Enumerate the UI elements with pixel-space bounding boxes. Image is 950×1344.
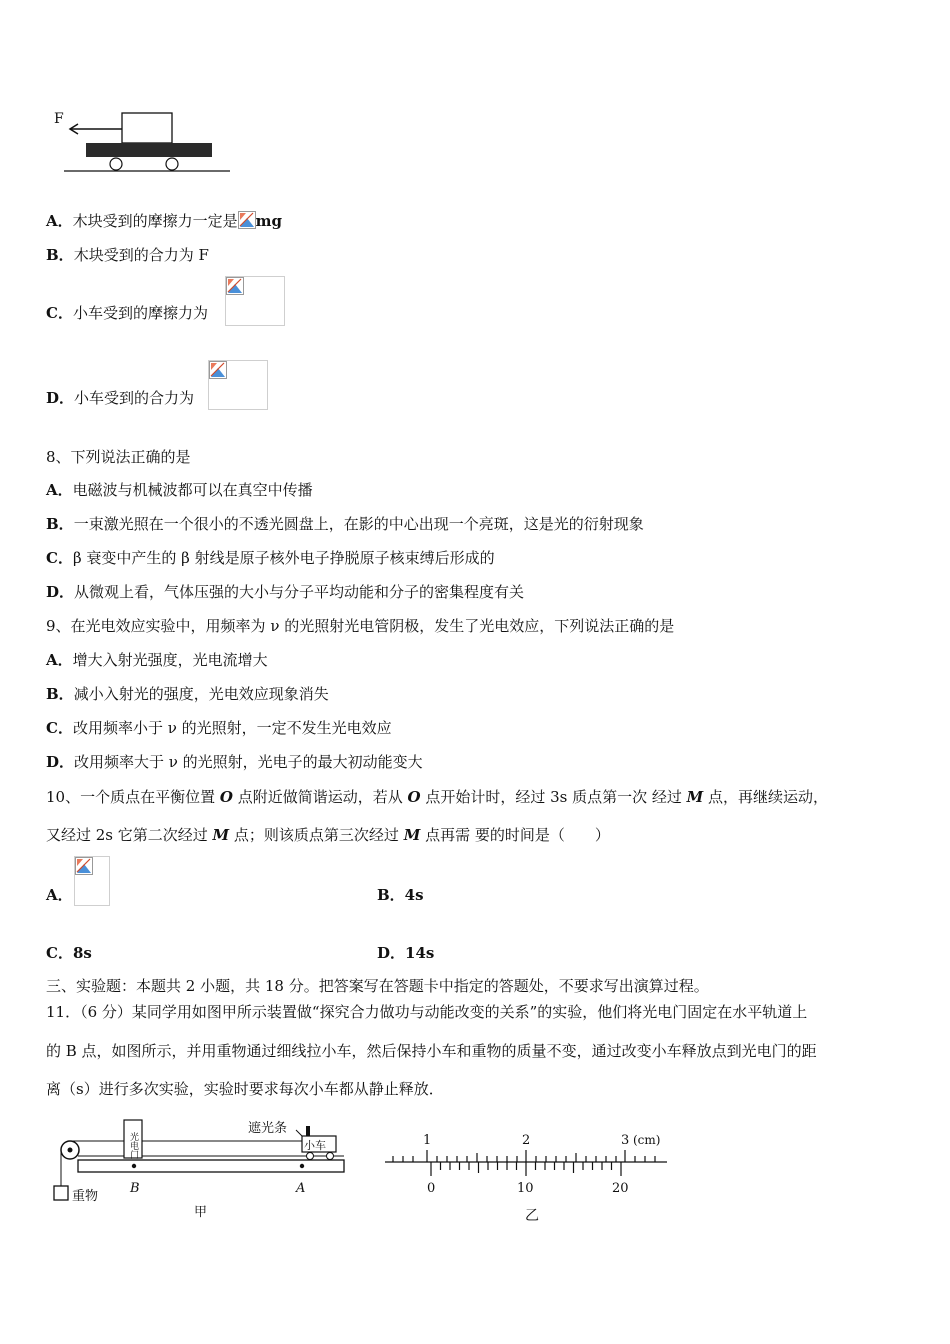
vernier-label-0: 0: [427, 1181, 436, 1196]
weight-label: 重物: [72, 1189, 99, 1204]
q10-option-b: B．4s: [377, 886, 424, 904]
q7-option-a: A．木块受到的摩擦力一定是 mg: [46, 212, 283, 230]
vernier-scale-ticks: [431, 1162, 621, 1176]
broken-image-icon: [209, 361, 227, 379]
section-3-heading: 三、实验题：本题共 2 小题，共 18 分。把答案写在答题卡中指定的答题处，不要求写出演算过程。: [46, 977, 709, 995]
cart-label: 小车: [304, 1139, 326, 1152]
figure-yi-caption: 乙: [525, 1208, 539, 1224]
point-a-label: A: [296, 1181, 306, 1196]
main-scale-ticks: [393, 1150, 655, 1162]
q10-option-c: C．8s: [46, 944, 92, 962]
vernier-label-20: 20: [612, 1181, 629, 1196]
q9-stem: 9、在光电效应实验中，用频率为 ν 的光照射光电管阴极，发生了光电效应，下列说法正确的是: [46, 617, 675, 635]
q10-stem-line2: 又经过 2s 它第二次经过 M 点；则该质点第三次经过 M 点再需 要的时间是（ ）: [46, 826, 610, 844]
q8-stem: 8、下列说法正确的是: [46, 448, 191, 466]
q8-option-b: B．一束激光照在一个很小的不透光圆盘上，在影的中心出现一个亮斑，这是光的衍射现象: [46, 515, 644, 533]
main-scale-label-1: 1: [423, 1133, 432, 1148]
q10-option-a: A．: [46, 886, 73, 904]
apparatus-figure-jia: [50, 1112, 350, 1224]
vernier-label-10: 10: [517, 1181, 534, 1196]
q9-option-a: A．增大入射光强度，光电流增大: [46, 651, 268, 669]
q7-option-b: B．木块受到的合力为 F: [46, 246, 209, 264]
figure-jia-caption: 甲: [194, 1205, 208, 1220]
q11-line1: 11．（6 分）某同学用如图甲所示装置做“探究合力做功与动能改变的关系”的实验，他们将光电门固定在水平轨道上: [46, 1003, 808, 1021]
q9-option-b: B．减小入射光的强度，光电效应现象消失: [46, 685, 329, 703]
q7-option-d: D．小车受到的合力为: [46, 389, 195, 407]
formula-image-placeholder: [225, 276, 285, 326]
formula-image-placeholder: [208, 360, 268, 410]
q7-option-c: C．小车受到的摩擦力为: [46, 304, 208, 322]
q8-option-d: D．从微观上看，气体压强的大小与分子平均动能和分子的密集程度有关: [46, 583, 525, 601]
q8-option-c: C．β 衰变中产生的 β 射线是原子核外电子挣脱原子核束缚后形成的: [46, 549, 495, 567]
q11-line3: 离（s）进行多次实验，实验时要求每次小车都从静止释放．: [46, 1080, 444, 1098]
vernier-scale-figure-yi: [385, 1126, 675, 1226]
block-cart-figure: [50, 105, 240, 180]
photogate-label: 光电门: [128, 1132, 138, 1159]
q11-line2: 的 B 点，如图所示，并用重物通过细线拉小车，然后保持小车和重物的质量不变，通过改变小车释放点到光电门的距: [46, 1042, 817, 1060]
q9-option-c: C．改用频率小于 ν 的光照射，一定不发生光电效应: [46, 719, 392, 737]
broken-image-icon: [226, 277, 244, 295]
point-b-label: B: [130, 1181, 140, 1196]
formula-image-placeholder: [74, 856, 110, 906]
q9-option-d: D．改用频率大于 ν 的光照射，光电子的最大初动能变大: [46, 753, 423, 771]
q8-option-a: A．电磁波与机械波都可以在真空中传播: [46, 481, 313, 499]
wood-block: [122, 113, 172, 143]
formula-image-icon: [238, 211, 256, 229]
unit-label: (cm): [633, 1133, 661, 1147]
main-scale-label-3: 3: [621, 1133, 630, 1148]
weight-block: [54, 1186, 68, 1200]
strip-label: 遮光条: [248, 1121, 288, 1136]
q10-option-d: D．14s: [377, 944, 435, 962]
cart-board: [86, 143, 212, 157]
q10-stem-line1: 10、一个质点在平衡位置 O 点附近做简谐运动，若从 O 点开始计时，经过 3s 质点第一次 经过 M 点，再继续运动，: [46, 788, 829, 806]
broken-image-icon: [75, 857, 93, 875]
main-scale-label-2: 2: [522, 1133, 531, 1148]
force-label: F: [54, 111, 64, 127]
